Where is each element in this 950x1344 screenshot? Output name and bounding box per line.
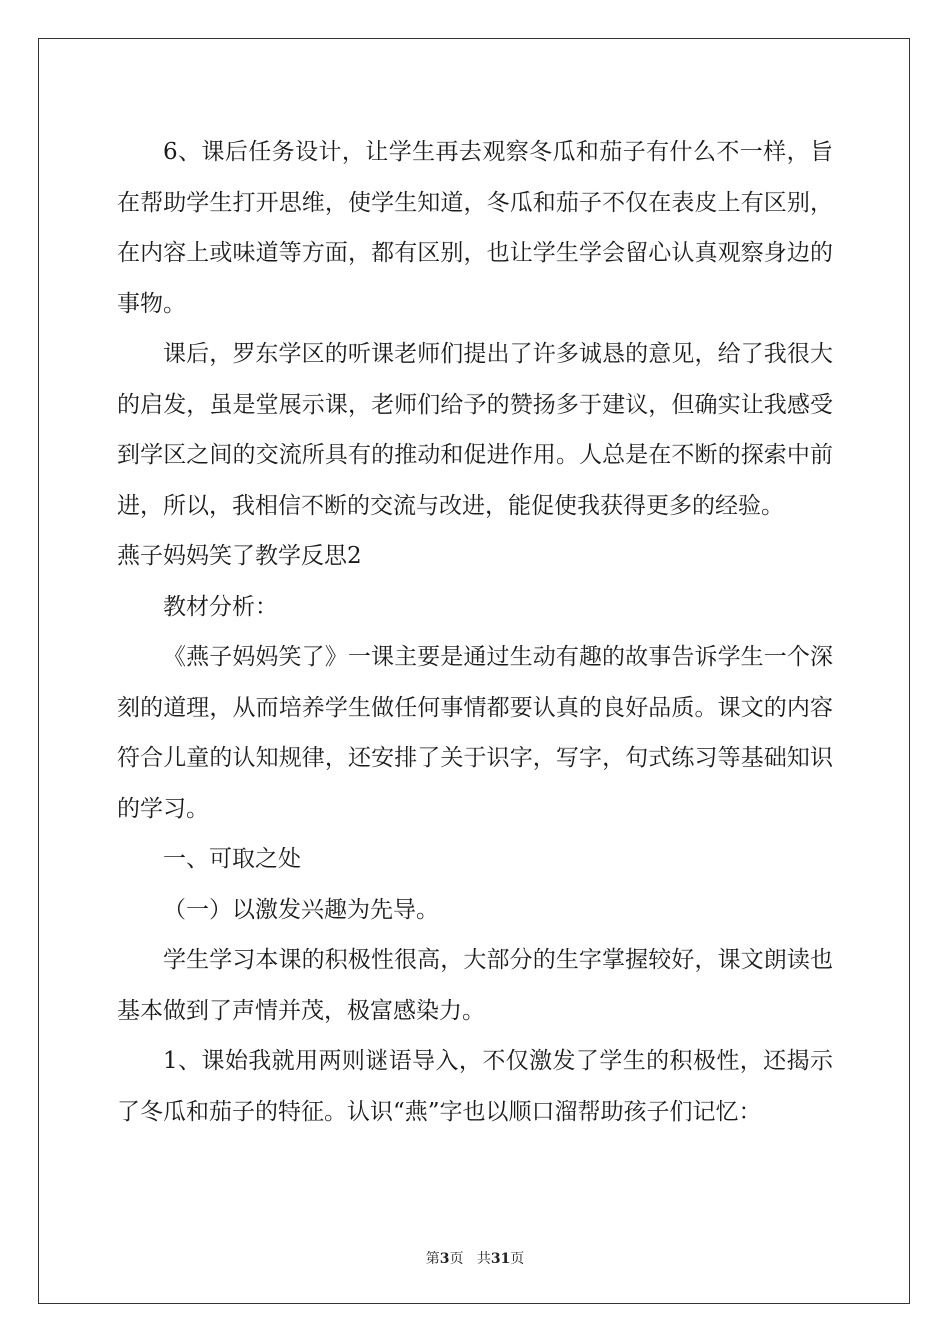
document-body (117, 127, 833, 1137)
total-prefix: 共 (476, 1251, 491, 1267)
paragraph-after-class: 课后，罗东学区的听课老师们提出了许多诚恳的意见，给了我很大的启发，虽是堂展示课，老师们给予的赞扬多于建议，但确实让我感受到学区之间的交流所具有的推动和促进作用。人总是在不断的探索中前进，所以，我相信不断的交流与改进，能促使我获得更多的经验。 (117, 341, 833, 519)
paragraph-student-interest: 学生学习本课的积极性很高，大部分的生字掌握较好，课文朗读也基本做到了声情并茂，极富感染力。 (117, 947, 833, 1024)
page-prefix: 第 (425, 1251, 440, 1267)
page-number: 3 (439, 1251, 450, 1267)
page-footer (0, 1248, 950, 1268)
paragraph-strengths-heading: 一、可取之处 (163, 846, 301, 872)
paragraph-subheading: （一）以激发兴趣为先导。 (163, 896, 439, 923)
total-suffix: 页 (510, 1251, 525, 1267)
paragraph-material-analysis: 《燕子妈妈笑了》一课主要是通过生动有趣的故事告诉学生一个深刻的道理，从而培养学生做任何事情都要认真的良好品质。课文的内容符合儿童的认知规律，还安排了关于识字，写字，句式练习等基础知识的学习。 (117, 644, 833, 822)
section-title: 燕子妈妈笑了教学反思2 (117, 543, 362, 569)
page-suffix: 页 (449, 1251, 464, 1267)
paragraph-task-design: 6、课后任务设计，让学生再去观察冬瓜和茄子有什么不一样，旨在帮助学生打开思维，使学生知道，冬瓜和茄子不仅在表皮上有区别，在内容上或味道等方面，都有区别，也让学生学会留心认真观察身边的事物。 (117, 139, 833, 317)
paragraph-material-label: 教材分析： (163, 593, 278, 620)
total-pages: 31 (490, 1251, 511, 1267)
paragraph-riddle-intro: 1、课始我就用两则谜语导入，不仅激发了学生的积极性，还揭示了冬瓜和茄子的特征。认识“燕”字也以顺口溜帮助孩子们记忆： (117, 1048, 833, 1125)
